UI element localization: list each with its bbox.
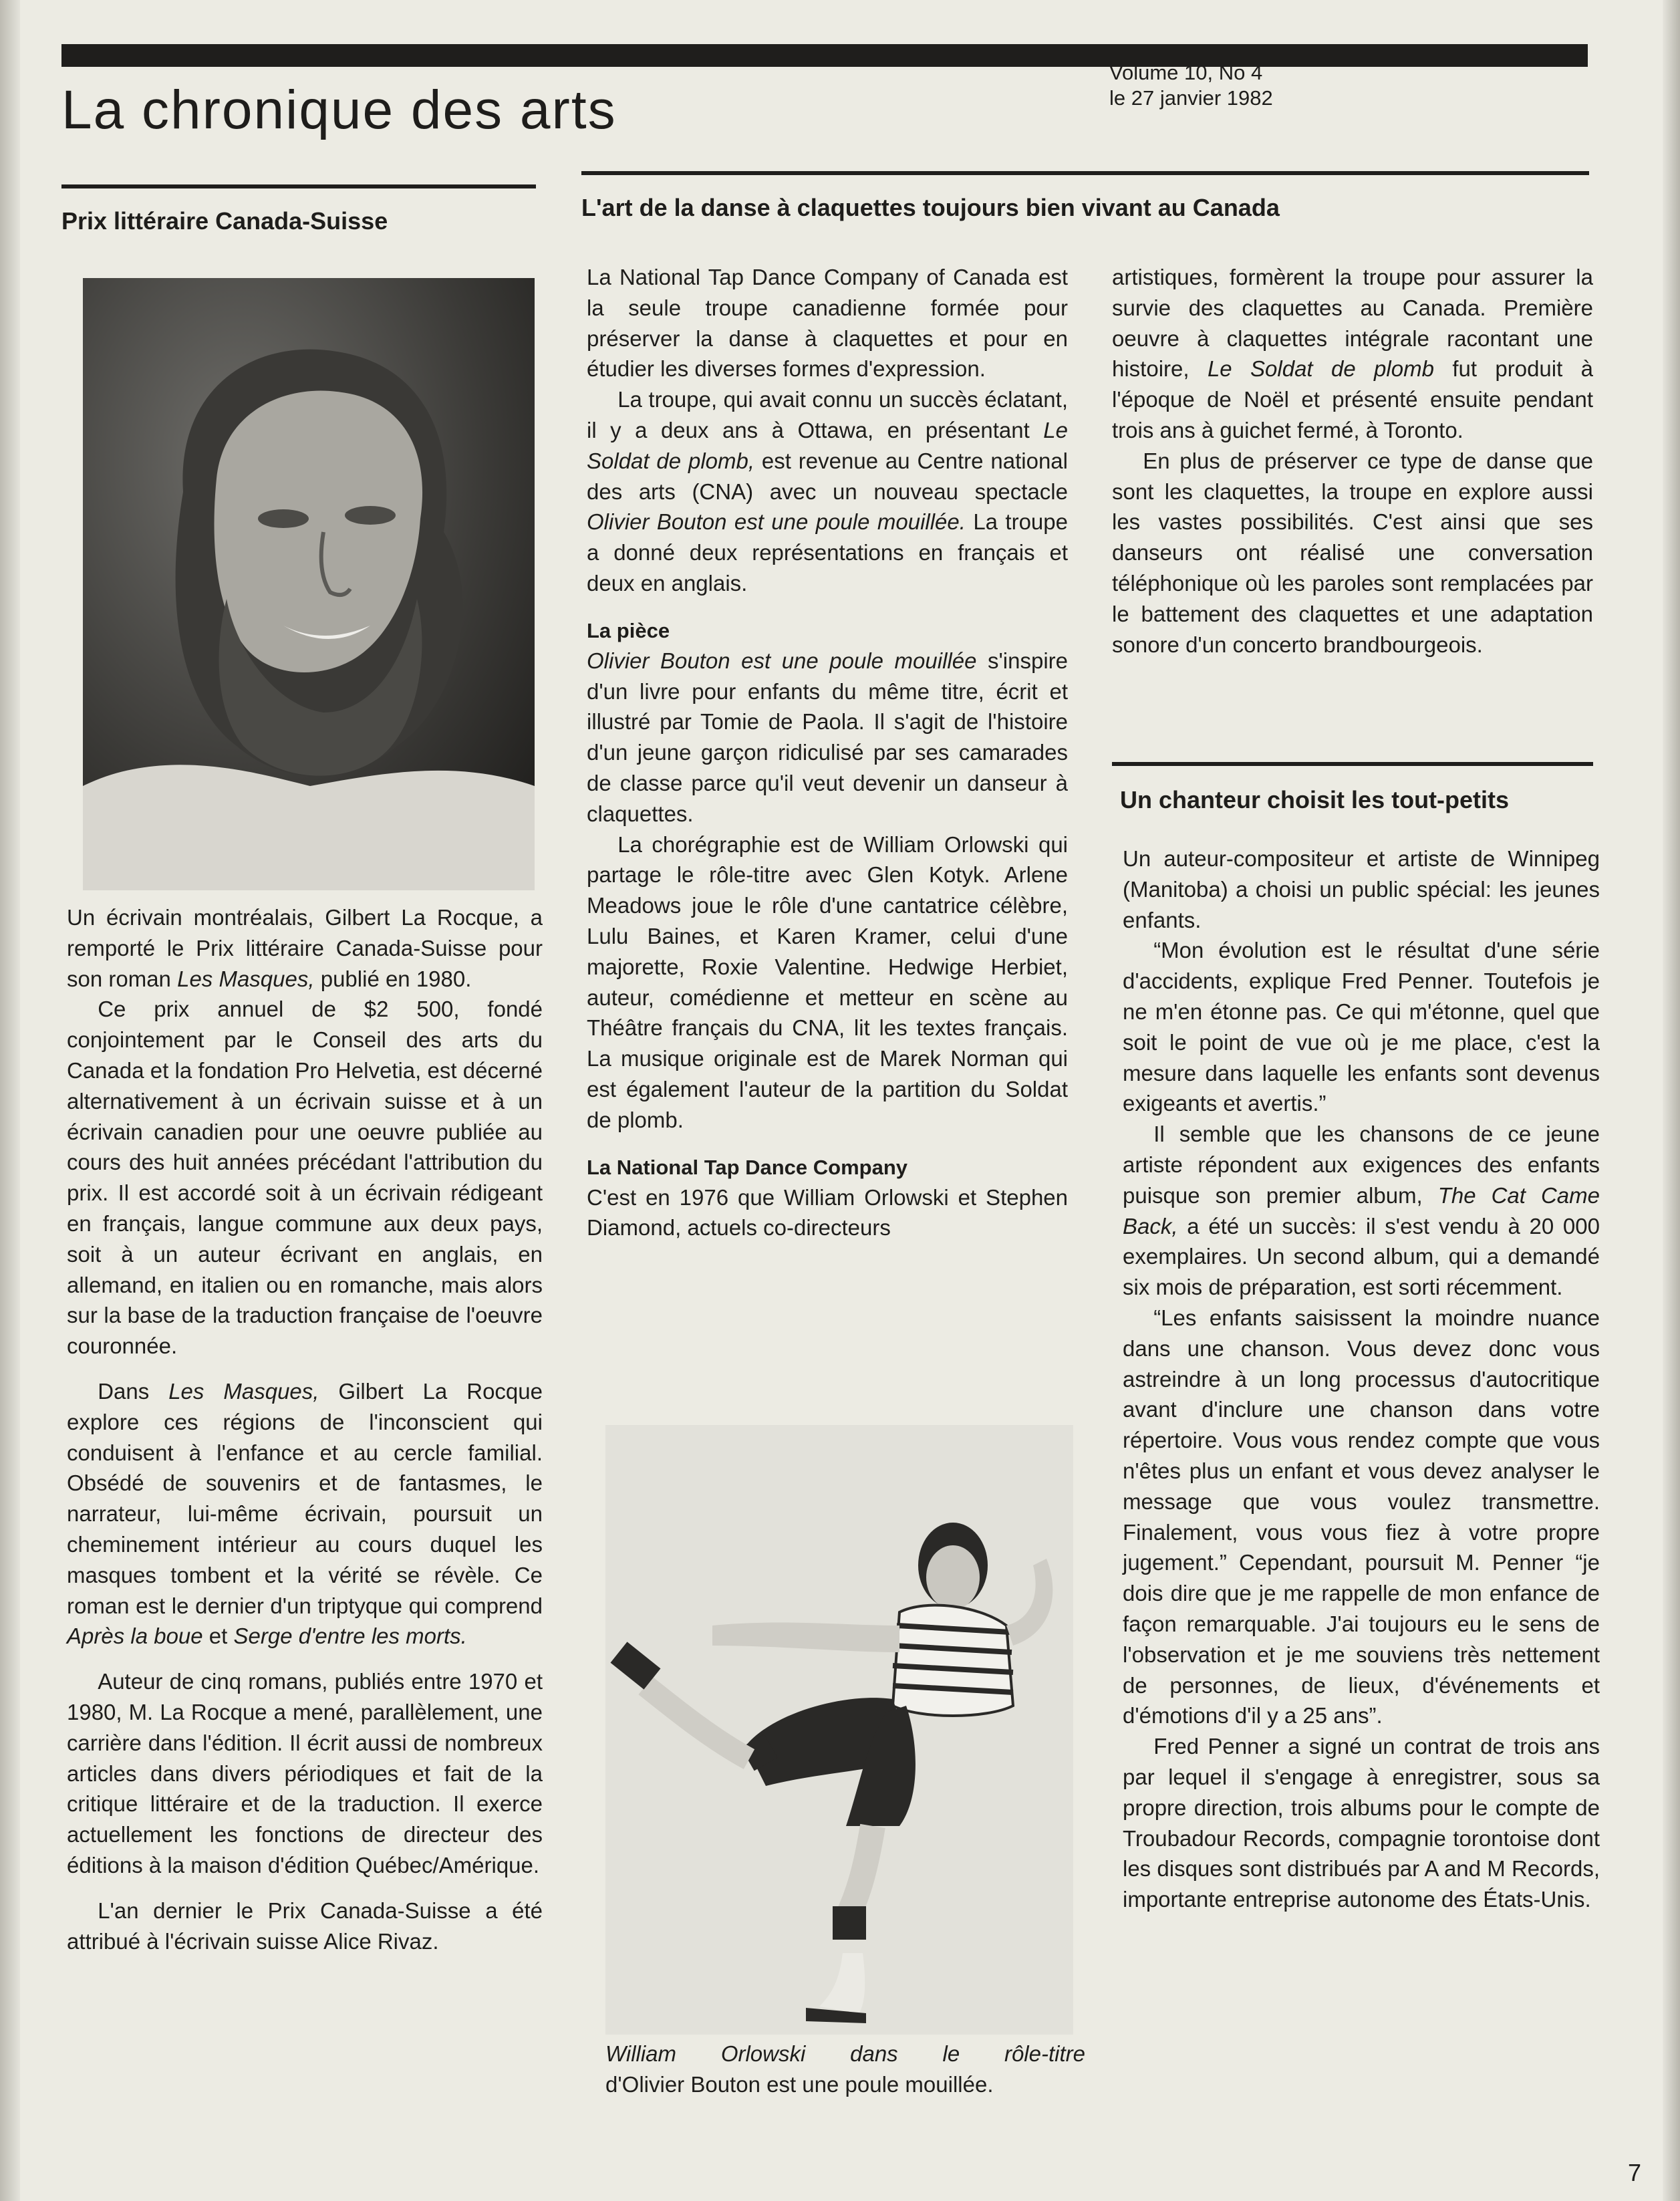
book-title: Après la boue bbox=[67, 1624, 203, 1649]
text-run: La troupe a donné deux représentations en français et deux en anglais. bbox=[587, 509, 1068, 596]
author-photo bbox=[83, 278, 535, 890]
paragraph bbox=[1123, 1119, 1600, 1303]
paragraph: C'est en 1976 que William Orlowski et Stephen Diamond, actuels co-directeurs bbox=[587, 1184, 1068, 1241]
text-run: Gilbert La Rocque explore ces régions de l'inconscient qui conduisent à l'enfance et au cercle familial. Obsédé de souvenirs et de fantasmes, le narrateur, lui-même écrivain, poursuit un cheminement intérieur au cours duquel les masques tombent et la vérité se révèle. Ce roman est le dernier d'un triptyque qui comprend bbox=[67, 1378, 543, 1618]
issue-volume: Volume 10, No 4 bbox=[1109, 61, 1263, 84]
author-portrait-image bbox=[83, 278, 535, 890]
paragraph bbox=[67, 1376, 543, 1652]
text-run: Dans bbox=[98, 1378, 169, 1404]
album-title: The Cat Came Back, bbox=[1123, 1182, 1600, 1239]
show-title: Olivier Bouton est une poule mouillée bbox=[587, 648, 977, 673]
tap-article-col2 bbox=[1112, 262, 1593, 660]
text-run: Un écrivain montréalais, Gilbert La Rocque, a remporté le Prix littéraire Canada-Suisse pour son roman bbox=[67, 905, 543, 991]
paragraph: Un auteur-compositeur et artiste de Winnipeg (Manitoba) a choisi un public spécial: les jeunes enfants. bbox=[1123, 846, 1600, 932]
page-edge-right bbox=[1663, 0, 1680, 2201]
paragraph: La National Tap Dance Company of Canada est la seule troupe canadienne formée pour préserver la danse à claquettes et pour en étudier les diverses formes d'expression. bbox=[587, 265, 1068, 382]
paragraph: En plus de préserver ce type de danse que sont les claquettes, la troupe en explore aussi les vastes possibilités. C'est ainsi que ses danseurs ont réalisé une conversation téléphonique où les paroles sont remplacées par le battement des claquettes et une adaptation sonore d'un concerto brandbourgeois. bbox=[1112, 448, 1593, 657]
paragraph bbox=[587, 646, 1068, 829]
text-run: La troupe, qui avait connu un succès éclatant, il y a deux ans à Ottawa, en présentant bbox=[587, 387, 1068, 442]
caption-line-2: d'Olivier Bouton est une poule mouillée. bbox=[605, 2072, 994, 2097]
paragraph bbox=[67, 902, 543, 994]
show-title: Le Soldat de plomb bbox=[1207, 356, 1434, 382]
paragraph bbox=[587, 384, 1068, 599]
paragraph: Fred Penner a signé un contrat de trois ans par lequel il s'engage à enregistrer, sous sa propre direction, trois albums pour le compte de Troubadour Records, compagnie torontoise dont les disques sont distribués par A and M Records, importante entreprise autonome des États-Unis. bbox=[1123, 1734, 1600, 1912]
tap-article-col1 bbox=[587, 262, 1068, 1243]
caption-line-1: William Orlowski dans le rôle-titre bbox=[605, 2041, 1085, 2066]
tap-article-title: L'art de la danse à claquettes toujours bien vivant au Canada bbox=[581, 194, 1280, 221]
section-rule bbox=[1112, 762, 1593, 766]
paragraph: Auteur de cinq romans, publiés entre 1970 et 1980, M. La Rocque a mené, parallèlement, une carrière dans l'édition. Il écrit aussi de nombreux articles dans divers périodiques et fait de la critique littéraire et de la traduction. Il exerce actuellement les fonctions de directeur des éditions à la maison d'édition Québec/Amérique. bbox=[67, 1669, 543, 1878]
text-run: a été un succès: il s'est vendu à 20 000 exemplaires. Un second album, qui a demandé six mois de préparation, est sorti récemment. bbox=[1123, 1213, 1600, 1300]
section-rule bbox=[61, 184, 536, 188]
text-run: Il semble que les chansons de ce jeune artiste répondent aux exigences des enfants puisque son premier album, bbox=[1123, 1122, 1600, 1208]
paragraph: “Mon évolution est le résultat d'une série d'accidents, explique Fred Penner. Toutefois je ne m'en étonne pas. Ce qui m'étonne, quel que soit le point de vue où je me place, c'est la mesure dans laquelle les enfants sont devenus exigeants et avertis.” bbox=[1123, 938, 1600, 1116]
dancer-image bbox=[605, 1425, 1073, 2035]
subheading-company: La National Tap Dance Company bbox=[587, 1155, 908, 1179]
left-article-title: Prix littéraire Canada-Suisse bbox=[61, 207, 388, 235]
book-title: Les Masques, bbox=[168, 1378, 319, 1404]
paragraph: Ce prix annuel de $2 500, fondé conjointement par le Conseil des arts du Canada et la fondation Pro Helvetia, est décerné alternativement à un écrivain suisse et à un écrivain canadien pour une oeuvre publiée au cours des huit années précédant l'attribution du prix. Il est accordé soit à un écrivain rédigeant en français, langue commune aux deux pays, soit à un auteur écrivant en anglais, en allemand, en italien ou en romanche, mais alors sur la base de la traduction française de l'oeuvre couronnée. bbox=[67, 997, 543, 1359]
penner-article-title: Un chanteur choisit les tout-petits bbox=[1120, 786, 1510, 813]
issue-info bbox=[1109, 60, 1273, 111]
masthead: La chronique des arts bbox=[61, 80, 617, 140]
paragraph: “Les enfants saisissent la moindre nuance dans une chanson. Vous devez donc vous astreindre à un long processus d'autocritique avant d'inclure une chanson dans votre répertoire. Vous vous rendez compte que vous n'êtes plus un enfant et vous devez analyser le message que vous voulez transmettre. Finalement, vous vous fiez à votre propre jugement.” Cependant, poursuit M. Penner “je dois dire que je me rappelle de mon enfance de façon remarquable. J'ai toujours eu le sens de l'observation et je me souviens très nettement de personnes, de lieux, d'événements et d'émotions d'il y a 25 ans”. bbox=[1123, 1305, 1600, 1728]
left-article-body bbox=[67, 902, 543, 1956]
issue-date: le 27 janvier 1982 bbox=[1109, 86, 1273, 110]
page-number: 7 bbox=[1627, 2159, 1641, 2186]
text-run: et bbox=[202, 1624, 234, 1649]
text-run: artistiques, formèrent la troupe pour assurer la survie des claquettes au Canada. Première oeuvre à claquettes intégrale racontant une histoire, bbox=[1112, 265, 1593, 382]
text-run: est revenue au Centre national des arts (CNA) avec un nouveau spectacle bbox=[587, 448, 1068, 504]
show-title: Le Soldat de plomb, bbox=[587, 417, 1068, 473]
paragraph bbox=[1112, 262, 1593, 446]
subheading-la-piece: La pièce bbox=[587, 618, 670, 642]
header-bar bbox=[61, 44, 1588, 67]
section-rule bbox=[581, 171, 1589, 175]
penner-article-body bbox=[1123, 844, 1600, 1915]
text-run: s'inspire d'un livre pour enfants du même titre, écrit et illustré par Tomie de Paola. Il s'agit de l'histoire d'un jeune garçon ridiculisé par ses camarades de classe parce qu'il veut devenir un danseur à claquettes. bbox=[587, 648, 1068, 826]
paragraph: L'an dernier le Prix Canada-Suisse a été attribué à l'écrivain suisse Alice Rivaz. bbox=[67, 1898, 543, 1954]
paragraph: La chorégraphie est de William Orlowski qui partage le rôle-titre avec Glen Kotyk. Arlene Meadows joue le rôle d'une cantatrice célèbre, Lulu Baines, et Karen Kramer, celui d'une majorette, Roxie Valentine. Hedwige Herbiet, auteur, comédienne et metteur en scène au Théâtre français du CNA, lit les textes français. La musique originale est de Marek Norman qui est également l'auteur de la partition du Soldat de plomb. bbox=[587, 831, 1068, 1132]
book-title: Les Masques, bbox=[177, 966, 315, 991]
dancer-photo bbox=[605, 1425, 1073, 2035]
text-run: publié en 1980. bbox=[314, 966, 472, 991]
text-run: fut produit à l'époque de Noël et présenté ensuite pendant trois ans à guichet fermé, à Toronto. bbox=[1112, 356, 1594, 442]
show-title: Olivier Bouton est une poule mouillée. bbox=[587, 509, 966, 535]
page-gutter-left bbox=[0, 0, 20, 2201]
book-title: Serge d'entre les morts. bbox=[233, 1624, 467, 1649]
dancer-caption bbox=[605, 2039, 1085, 2100]
